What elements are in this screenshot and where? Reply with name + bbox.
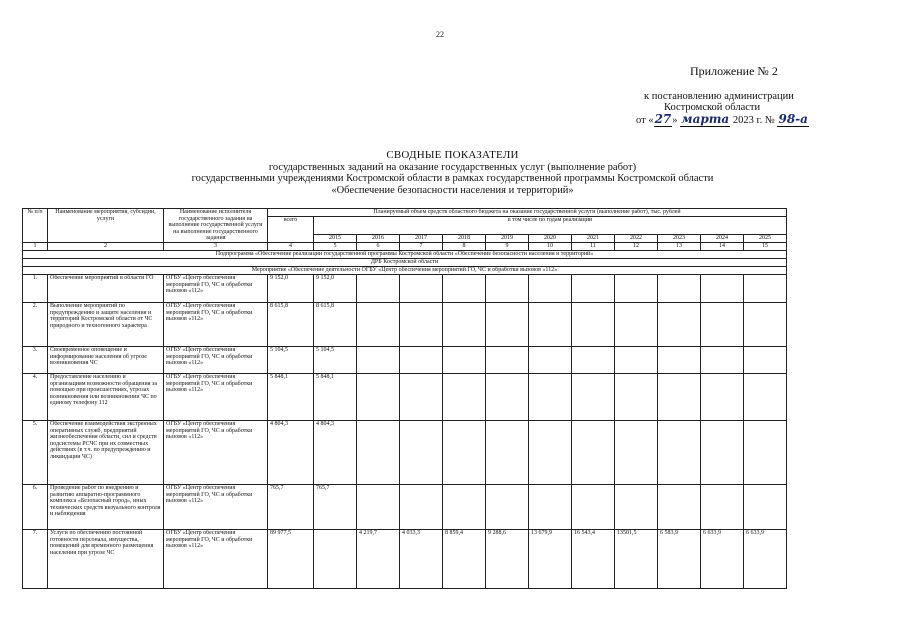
row-number: 2. — [23, 302, 48, 346]
column-number: 12 — [615, 242, 658, 250]
activity-row: Мероприятие «Обеспечение деятельности ОГБУ «Центр обеспечения мероприятий ГО, ЧС и обработки вызовов «112» — [23, 266, 787, 274]
value-2019: 9 288,6 — [486, 529, 529, 588]
page-number: 22 — [436, 30, 444, 39]
value-2021 — [572, 274, 615, 302]
value-2024 — [701, 274, 744, 302]
document-title — [0, 150, 905, 196]
value-2025 — [744, 373, 787, 420]
header-by-years: в том числе по годам реализации — [314, 217, 787, 235]
value-2018: 8 859,4 — [443, 529, 486, 588]
subprogram-row: Подпрограмма «Обеспечение реализации государственной программы Костромской области «Обеспечение безопасности населения и территорий» — [23, 250, 787, 258]
value-2018 — [443, 346, 486, 373]
value-2021 — [572, 302, 615, 346]
value-2022 — [615, 484, 658, 529]
column-number: 5 — [314, 242, 357, 250]
value-2017 — [400, 484, 443, 529]
value-2020 — [529, 346, 572, 373]
header-year: 2021 — [572, 234, 615, 242]
value-2019 — [486, 484, 529, 529]
column-number: 11 — [572, 242, 615, 250]
year-number-label: 2023 г. № — [730, 115, 778, 126]
row-number: 6. — [23, 484, 48, 529]
value-2016: 4 219,7 — [357, 529, 400, 588]
value-2016 — [357, 373, 400, 420]
table-row — [23, 484, 787, 529]
value-2023 — [658, 274, 701, 302]
value-2016 — [357, 302, 400, 346]
value-2022 — [615, 373, 658, 420]
row-executor: ОГБУ «Центр обеспечения мероприятий ГО, ЧС и обработки вызовов «112» — [164, 302, 268, 346]
header-planned-volume: Планируемый объем средств областного бюджета на оказание государственной услуги (выполнение работ), тыс. рублей — [268, 209, 787, 217]
value-2015: 765,7 — [314, 484, 357, 529]
row-total: 9 152,0 — [268, 274, 314, 302]
value-2021 — [572, 484, 615, 529]
header-year: 2024 — [701, 234, 744, 242]
row-number: 4. — [23, 373, 48, 420]
value-2025: 6 633,9 — [744, 529, 787, 588]
table-row — [23, 529, 787, 588]
row-name: Услуги по обеспечению постоянной готовности персонала, имущества, помещений для временного размещения населения при угрозе ЧС — [48, 529, 164, 588]
value-2024 — [701, 346, 744, 373]
column-number: 2 — [48, 242, 164, 250]
value-2019 — [486, 302, 529, 346]
value-2020: 13 679,9 — [529, 529, 572, 588]
row-total: 89 977,5 — [268, 529, 314, 588]
value-2024 — [701, 373, 744, 420]
value-2018 — [443, 274, 486, 302]
value-2023 — [658, 484, 701, 529]
value-2016 — [357, 274, 400, 302]
value-2022 — [615, 346, 658, 373]
value-2021 — [572, 346, 615, 373]
decree-reference-line2: Костромской области — [664, 102, 761, 113]
header-year: 2020 — [529, 234, 572, 242]
value-2020 — [529, 373, 572, 420]
value-2025 — [744, 420, 787, 484]
column-number: 6 — [357, 242, 400, 250]
row-number: 7. — [23, 529, 48, 588]
value-2023 — [658, 420, 701, 484]
appendix-label: Приложение № 2 — [690, 64, 778, 78]
value-2022 — [615, 302, 658, 346]
title-line-2: государственных заданий на оказание государственных услуг (выполнение работ) — [268, 161, 637, 173]
table-row — [23, 346, 787, 373]
header-name: Наименование мероприятия, субсидии, услуги — [48, 209, 164, 243]
date-prefix: от « — [636, 115, 654, 126]
value-2025 — [744, 346, 787, 373]
handwritten-decree-number: 98-а — [778, 112, 808, 126]
header-year: 2017 — [400, 234, 443, 242]
value-2015: 5 104,5 — [314, 346, 357, 373]
handwritten-month: марта — [681, 112, 730, 126]
column-number: 9 — [486, 242, 529, 250]
value-2016 — [357, 484, 400, 529]
value-2020 — [529, 302, 572, 346]
header-executor: Наименование исполнителя государственного задания на выполнение государственной услуги на выполнение государственного задания — [164, 209, 268, 243]
row-executor: ОГБУ «Центр обеспечения мероприятий ГО, ЧС и обработки вызовов «112» — [164, 373, 268, 420]
value-2015: 8 615,8 — [314, 302, 357, 346]
value-2020 — [529, 484, 572, 529]
decree-date-number — [636, 112, 809, 126]
value-2015: 4 804,3 — [314, 420, 357, 484]
value-2024: 6 633,9 — [701, 529, 744, 588]
value-2025 — [744, 302, 787, 346]
table-row — [23, 302, 787, 346]
table-row — [23, 373, 787, 420]
row-executor: ОГБУ «Центр обеспечения мероприятий ГО, ЧС и обработки вызовов «112» — [164, 529, 268, 588]
column-number: 7 — [400, 242, 443, 250]
value-2024 — [701, 302, 744, 346]
table-row — [23, 274, 787, 302]
column-number: 15 — [744, 242, 787, 250]
column-number: 4 — [268, 242, 314, 250]
value-2018 — [443, 302, 486, 346]
value-2021: 16 543,4 — [572, 529, 615, 588]
value-2022 — [615, 420, 658, 484]
row-name: Выполнение мероприятий по предупреждению и защите населения и территорий Костромской области от ЧС природного и техногенного характера — [48, 302, 164, 346]
column-number: 10 — [529, 242, 572, 250]
value-2017 — [400, 346, 443, 373]
value-2023 — [658, 346, 701, 373]
agency-row: ДРБ Костромской области — [23, 258, 787, 266]
value-2017 — [400, 373, 443, 420]
value-2020 — [529, 274, 572, 302]
title-line-4: «Обеспечение безопасности населения и территорий» — [331, 184, 574, 196]
value-2019 — [486, 420, 529, 484]
row-name: Своевременное оповещение и информирование населения об угрозе возникновения ЧС — [48, 346, 164, 373]
value-2017 — [400, 302, 443, 346]
value-2018 — [443, 484, 486, 529]
value-2025 — [744, 484, 787, 529]
value-2019 — [486, 373, 529, 420]
header-year: 2022 — [615, 234, 658, 242]
value-2024 — [701, 484, 744, 529]
row-total: 5 848,1 — [268, 373, 314, 420]
row-total: 765,7 — [268, 484, 314, 529]
header-year: 2019 — [486, 234, 529, 242]
value-2021 — [572, 420, 615, 484]
column-number: 14 — [701, 242, 744, 250]
title-line-1: СВОДНЫЕ ПОКАЗАТЕЛИ — [386, 149, 519, 161]
row-number: 1. — [23, 274, 48, 302]
column-number: 3 — [164, 242, 268, 250]
row-total: 5 104,5 — [268, 346, 314, 373]
value-2023: 6 583,9 — [658, 529, 701, 588]
value-2016 — [357, 420, 400, 484]
summary-table — [22, 208, 787, 589]
value-2020 — [529, 420, 572, 484]
header-num: № п/п — [23, 209, 48, 243]
value-2015: 5 848,1 — [314, 373, 357, 420]
value-2015 — [314, 529, 357, 588]
value-2022 — [615, 274, 658, 302]
column-number: 8 — [443, 242, 486, 250]
handwritten-day: 27 — [654, 112, 672, 126]
column-number: 13 — [658, 242, 701, 250]
row-name: Обеспечение взаимодействия экстренных оперативных служб, предприятий жизнеобеспечения области, сил и средств подсистемы РСЧС при их совместных действиях (в т.ч. по предупреждению и ликвидации ЧС) — [48, 420, 164, 484]
value-2016 — [357, 346, 400, 373]
header-year: 2025 — [744, 234, 787, 242]
header-total: всего — [268, 217, 314, 243]
header-year: 2023 — [658, 234, 701, 242]
row-name: Обеспечение мероприятий в области ГО — [48, 274, 164, 302]
value-2019 — [486, 274, 529, 302]
row-total: 4 804,3 — [268, 420, 314, 484]
value-2025 — [744, 274, 787, 302]
row-number: 5. — [23, 420, 48, 484]
value-2022: 13501,5 — [615, 529, 658, 588]
value-2018 — [443, 420, 486, 484]
decree-reference-line1: к постановлению администрации — [644, 91, 794, 102]
row-executor: ОГБУ «Центр обеспечения мероприятий ГО, ЧС и обработки вызовов «112» — [164, 484, 268, 529]
date-sep: » — [672, 115, 681, 126]
value-2017 — [400, 420, 443, 484]
row-executor: ОГБУ «Центр обеспечения мероприятий ГО, ЧС и обработки вызовов «112» — [164, 420, 268, 484]
value-2023 — [658, 302, 701, 346]
value-2019 — [486, 346, 529, 373]
header-year: 2016 — [357, 234, 400, 242]
title-line-3: государственными учреждениями Костромской области в рамках государственной программы Костромской области — [191, 173, 714, 184]
column-number: 1 — [23, 242, 48, 250]
value-2024 — [701, 420, 744, 484]
value-2015: 9 152,0 — [314, 274, 357, 302]
row-executor: ОГБУ «Центр обеспечения мероприятий ГО, ЧС и обработки вызовов «112» — [164, 274, 268, 302]
row-total: 8 615,8 — [268, 302, 314, 346]
value-2021 — [572, 373, 615, 420]
row-name: Проведение работ по внедрению и развитию аппаратно-программного комплекса «Безопасный город», иных технических средств визуального контроля и наблюдения — [48, 484, 164, 529]
value-2017 — [400, 274, 443, 302]
value-2018 — [443, 373, 486, 420]
header-year: 2018 — [443, 234, 486, 242]
header-year: 2015 — [314, 234, 357, 242]
row-name: Предоставление населению и организациям возможности обращения за помощью при происшествиях, угрозах возникновения или возникновении ЧС по единому телефону 112 — [48, 373, 164, 420]
row-executor: ОГБУ «Центр обеспечения мероприятий ГО, ЧС и обработки вызовов «112» — [164, 346, 268, 373]
table-row — [23, 420, 787, 484]
value-2023 — [658, 373, 701, 420]
row-number: 3. — [23, 346, 48, 373]
value-2017: 4 033,3 — [400, 529, 443, 588]
